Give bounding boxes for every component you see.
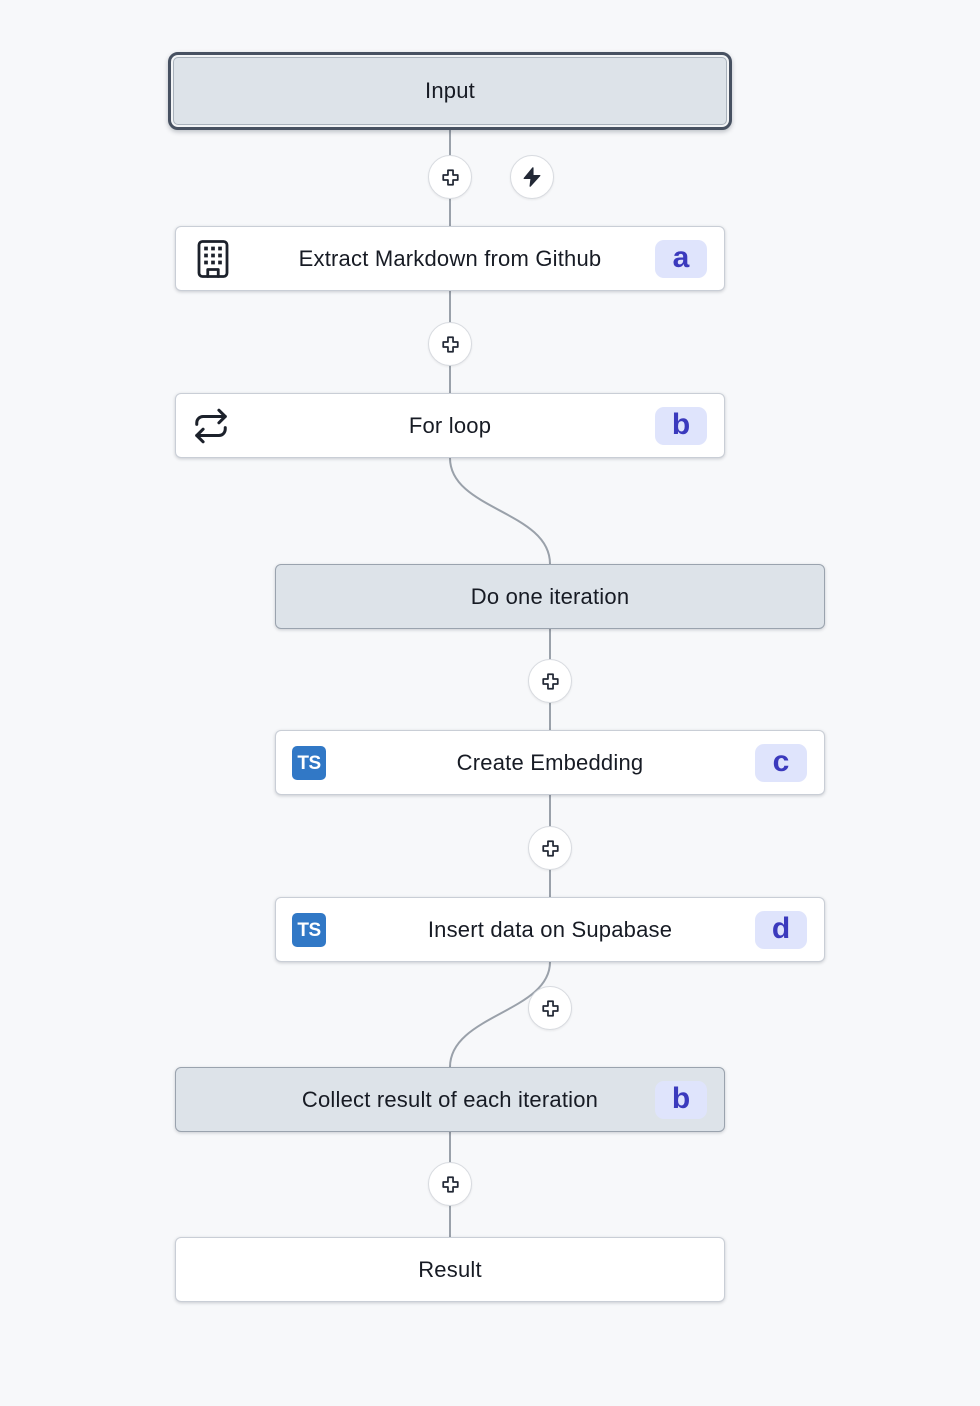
shortcut-badge: d: [755, 911, 807, 949]
node-input-label: Input: [425, 78, 475, 103]
node-for-loop[interactable]: [175, 393, 725, 458]
plus-icon: [540, 838, 561, 859]
node-label: Create Embedding: [456, 749, 644, 775]
shortcut-badge: b: [655, 407, 707, 445]
plus-icon: [440, 167, 461, 188]
add-step-button[interactable]: [428, 322, 472, 366]
node-extract-markdown[interactable]: [175, 226, 725, 291]
add-step-button[interactable]: [428, 1162, 472, 1206]
node-label: Extract Markdown from Github: [298, 245, 602, 271]
add-step-button[interactable]: [528, 659, 572, 703]
shortcut-badge: a: [655, 240, 707, 278]
plus-icon: [540, 671, 561, 692]
shortcut-badge: b: [655, 1081, 707, 1119]
add-step-button[interactable]: [528, 986, 572, 1030]
building-icon: [192, 238, 234, 280]
connector-forloop-iteration: [450, 458, 550, 564]
node-label: Do one iteration: [470, 583, 630, 609]
node-label: Insert data on Supabase: [427, 916, 673, 942]
node-do-one-iteration[interactable]: [275, 564, 825, 629]
typescript-icon: TS: [292, 746, 326, 780]
trigger-button[interactable]: [510, 155, 554, 199]
node-result[interactable]: [175, 1237, 725, 1302]
repeat-icon: [192, 407, 230, 445]
node-label: For loop: [408, 412, 492, 438]
zap-icon: [521, 166, 543, 188]
node-collect-result[interactable]: [175, 1067, 725, 1132]
node-label: Result: [418, 1256, 482, 1282]
shortcut-badge: c: [755, 744, 807, 782]
node-create-embedding[interactable]: [275, 730, 825, 795]
add-step-button[interactable]: [528, 826, 572, 870]
node-input[interactable]: [168, 52, 732, 130]
node-insert-supabase[interactable]: [275, 897, 825, 962]
node-input-body: [173, 57, 727, 125]
plus-icon: [440, 334, 461, 355]
node-label: Collect result of each iteration: [301, 1086, 599, 1112]
add-step-button[interactable]: [428, 155, 472, 199]
plus-icon: [540, 998, 561, 1019]
plus-icon: [440, 1174, 461, 1195]
typescript-icon: TS: [292, 913, 326, 947]
